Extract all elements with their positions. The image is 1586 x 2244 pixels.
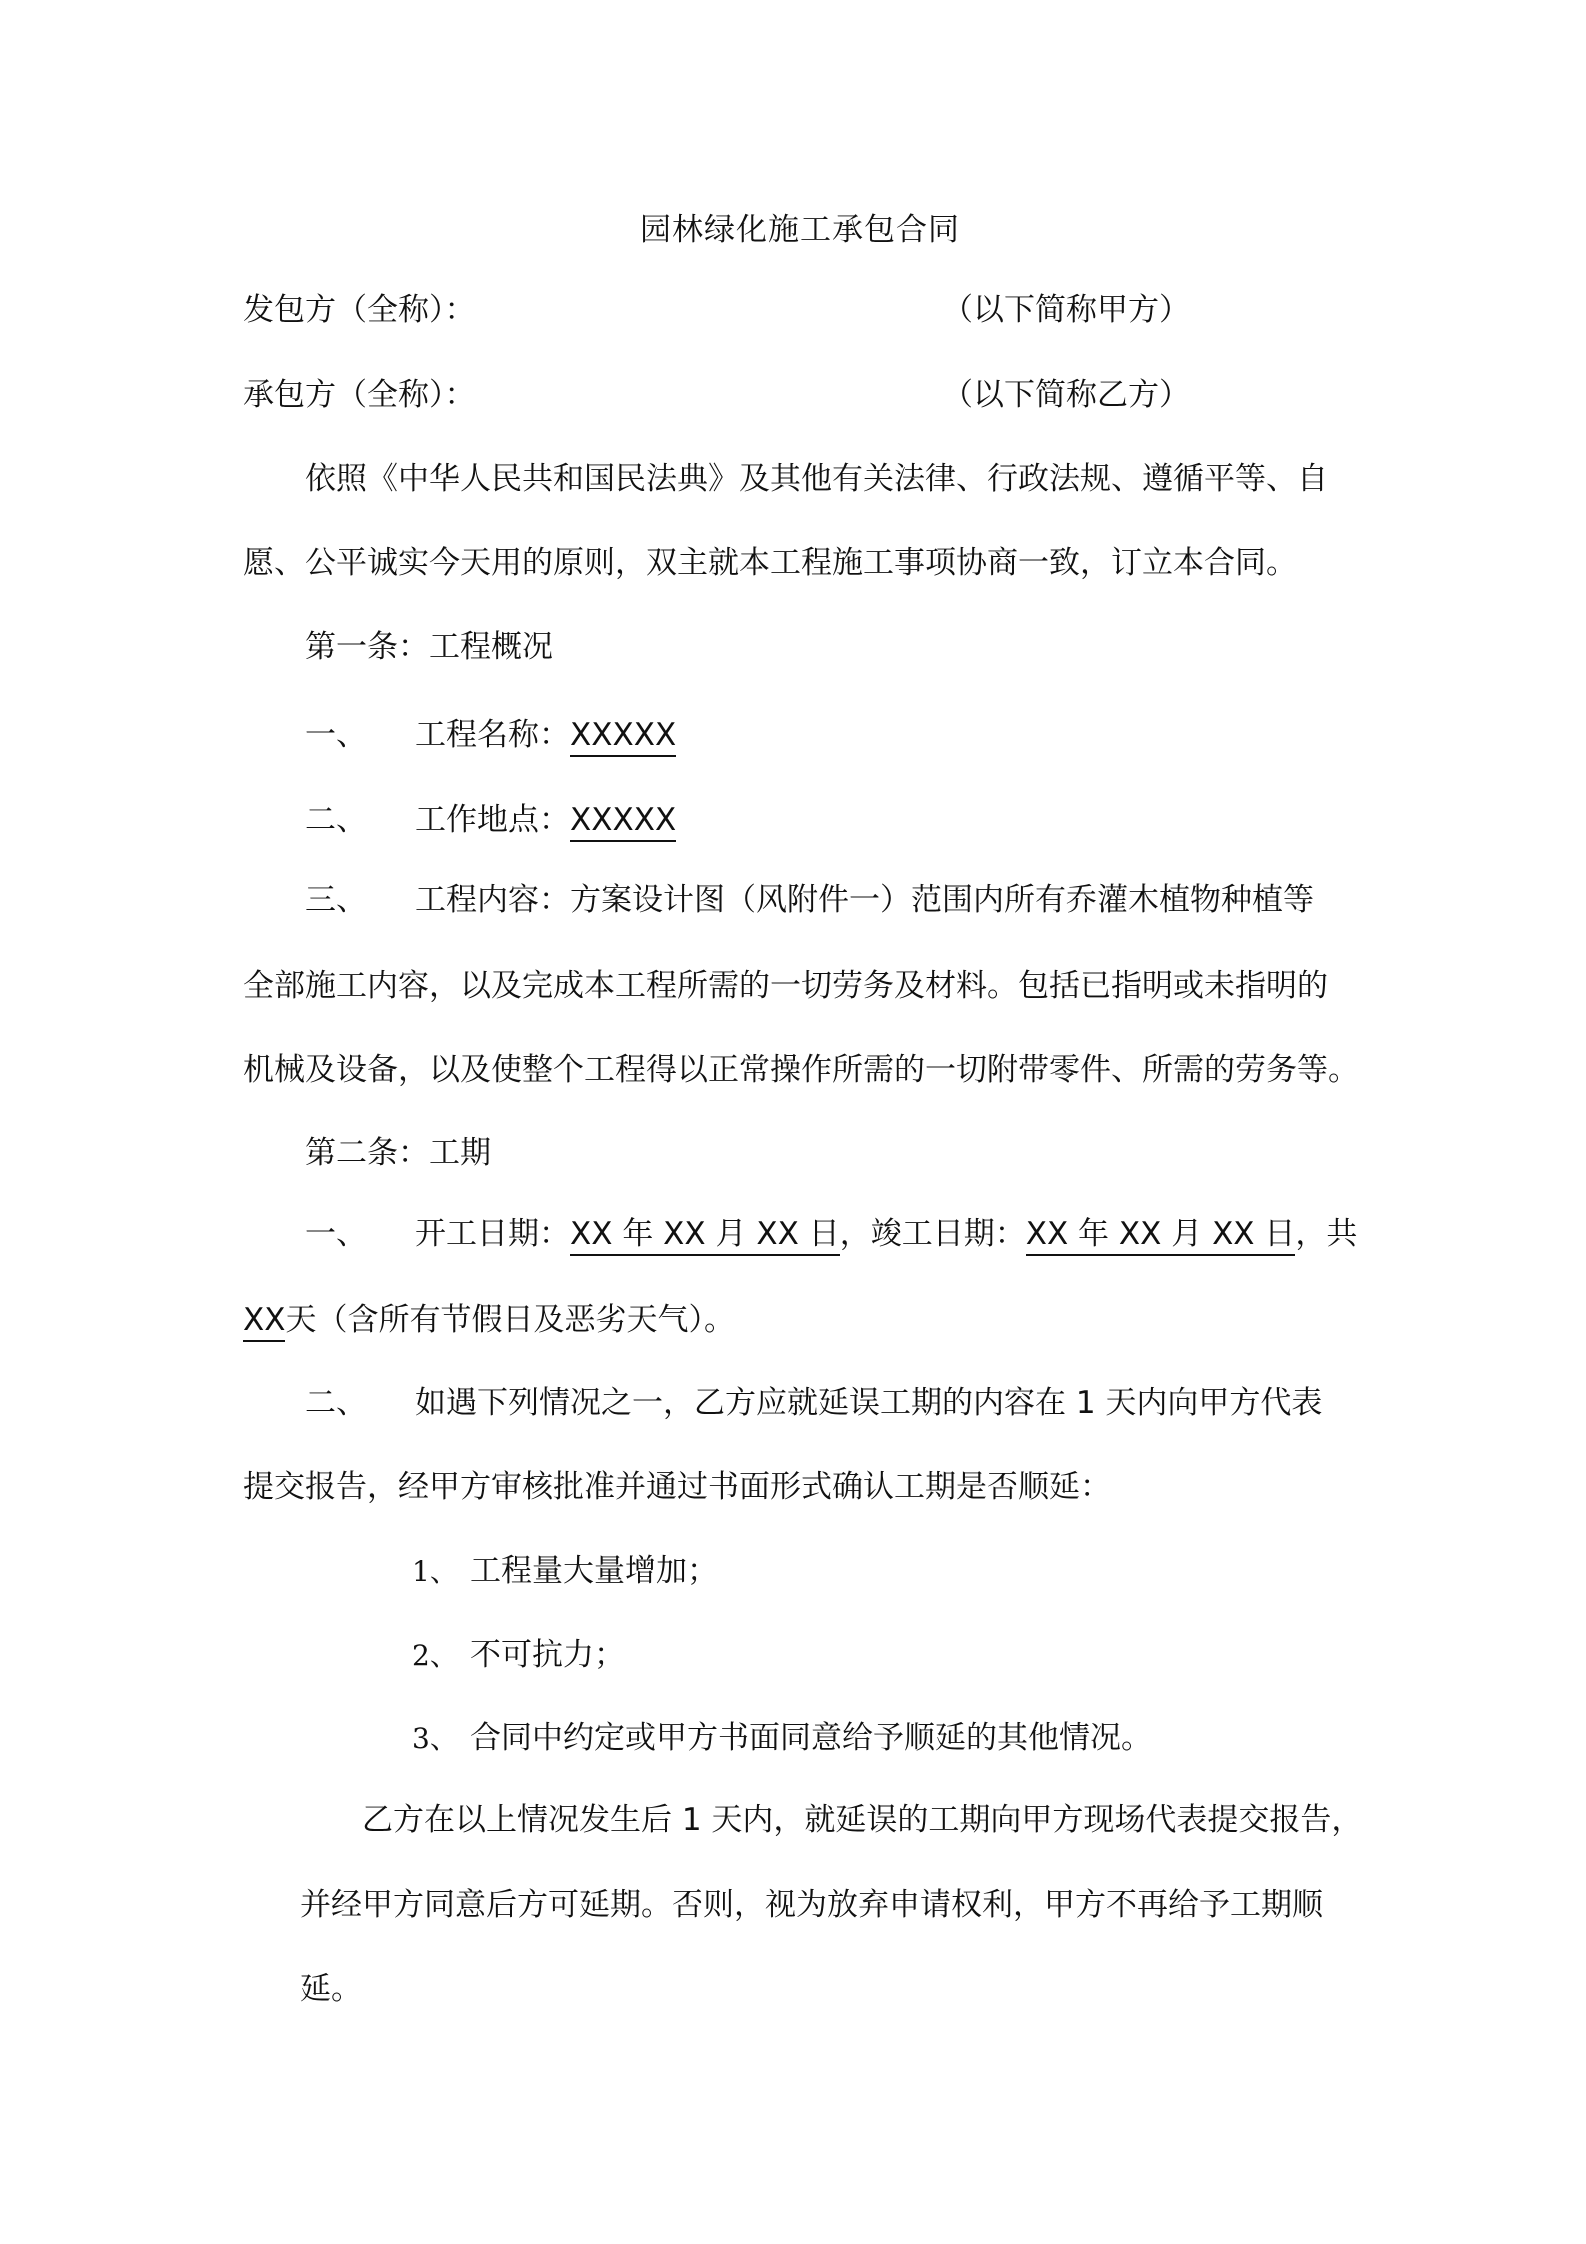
article-1-item-3	[305, 880, 1314, 920]
item-number: 一、	[305, 717, 367, 753]
party-a-label: 发包方（全称）：	[243, 292, 476, 328]
total-days-suffix: 天（含所有节假日及恶劣天气）。	[285, 1302, 735, 1338]
delay-clause-line-1: 如遇下列情况之一，乙方应就延误工期的内容在 1 天内向甲方代表	[415, 1385, 1323, 1421]
delay-condition-text: 不可抗力；	[470, 1637, 625, 1673]
project-content-line-1: 工程内容：方案设计图（风附件一）范围内所有乔灌木植物种植等	[415, 882, 1314, 918]
delay-condition-text: 工程量大量增加；	[470, 1553, 718, 1589]
article-1-item-1	[305, 715, 676, 755]
delay-condition-text: 合同中约定或甲方书面同意给予顺延的其他情况。	[470, 1720, 1152, 1756]
project-name-label: 工程名称：	[415, 717, 570, 753]
total-days-prefix: ，共	[1295, 1216, 1358, 1252]
closing-line-1: 乙方在以上情况发生后 1 天内，就延误的工期向甲方现场代表提交报告，	[362, 1802, 1363, 1838]
delay-condition-2	[412, 1635, 625, 1676]
item-number: 二、	[305, 1385, 367, 1421]
project-content-line-2: 全部施工内容，以及完成本工程所需的一切劳务及材料。包括已指明或未指明的	[243, 968, 1328, 1004]
item-number: 三、	[305, 882, 367, 918]
work-location-value: XXXXX	[570, 802, 676, 842]
article-1-item-2	[305, 800, 676, 840]
work-location-label: 工作地点：	[415, 802, 570, 838]
item-number: 二、	[305, 802, 367, 838]
delay-clause-line-2: 提交报告，经甲方审核批准并通过书面形式确认工期是否顺延：	[243, 1469, 1111, 1505]
item-number: 一、	[305, 1216, 367, 1252]
preamble-line-2: 愿、公平诚实今天用的原则，双主就本工程施工事项协商一致，订立本合同。	[243, 545, 1297, 581]
sub-item-number: 3、	[412, 1722, 458, 1755]
delay-condition-3	[412, 1718, 1152, 1759]
start-date-label: 开工日期：	[415, 1216, 570, 1252]
total-days-value: XX	[243, 1302, 285, 1342]
completion-date-label: ，竣工日期：	[839, 1216, 1026, 1252]
article-2-item-1	[305, 1214, 1357, 1254]
project-name-value: XXXXX	[570, 717, 676, 757]
total-days-line	[243, 1300, 735, 1340]
start-date-value: XX 年 XX 月 XX 日	[570, 1216, 840, 1256]
delay-condition-1	[412, 1551, 718, 1592]
document-title: 园林绿化施工承包合同	[640, 212, 960, 248]
party-a-alias: （以下简称甲方）	[942, 292, 1190, 328]
closing-line-3: 延。	[300, 1971, 362, 2007]
project-content-line-3: 机械及设备，以及使整个工程得以正常操作所需的一切附带零件、所需的劳务等。	[243, 1052, 1359, 1088]
preamble-line-1: 依照《中华人民共和国民法典》及其他有关法律、行政法规、遵循平等、自	[305, 461, 1328, 497]
sub-item-number: 1、	[412, 1555, 458, 1588]
party-b-label: 承包方（全称）：	[243, 377, 476, 413]
article-2-item-2	[305, 1383, 1322, 1423]
completion-date-value: XX 年 XX 月 XX 日	[1026, 1216, 1296, 1256]
party-b-alias: （以下简称乙方）	[942, 377, 1190, 413]
article-1-heading: 第一条：工程概况	[305, 629, 553, 665]
article-2-heading: 第二条：工期	[305, 1135, 491, 1171]
sub-item-number: 2、	[412, 1639, 458, 1672]
closing-line-2: 并经甲方同意后方可延期。否则，视为放弃申请权利，甲方不再给予工期顺	[300, 1887, 1323, 1923]
